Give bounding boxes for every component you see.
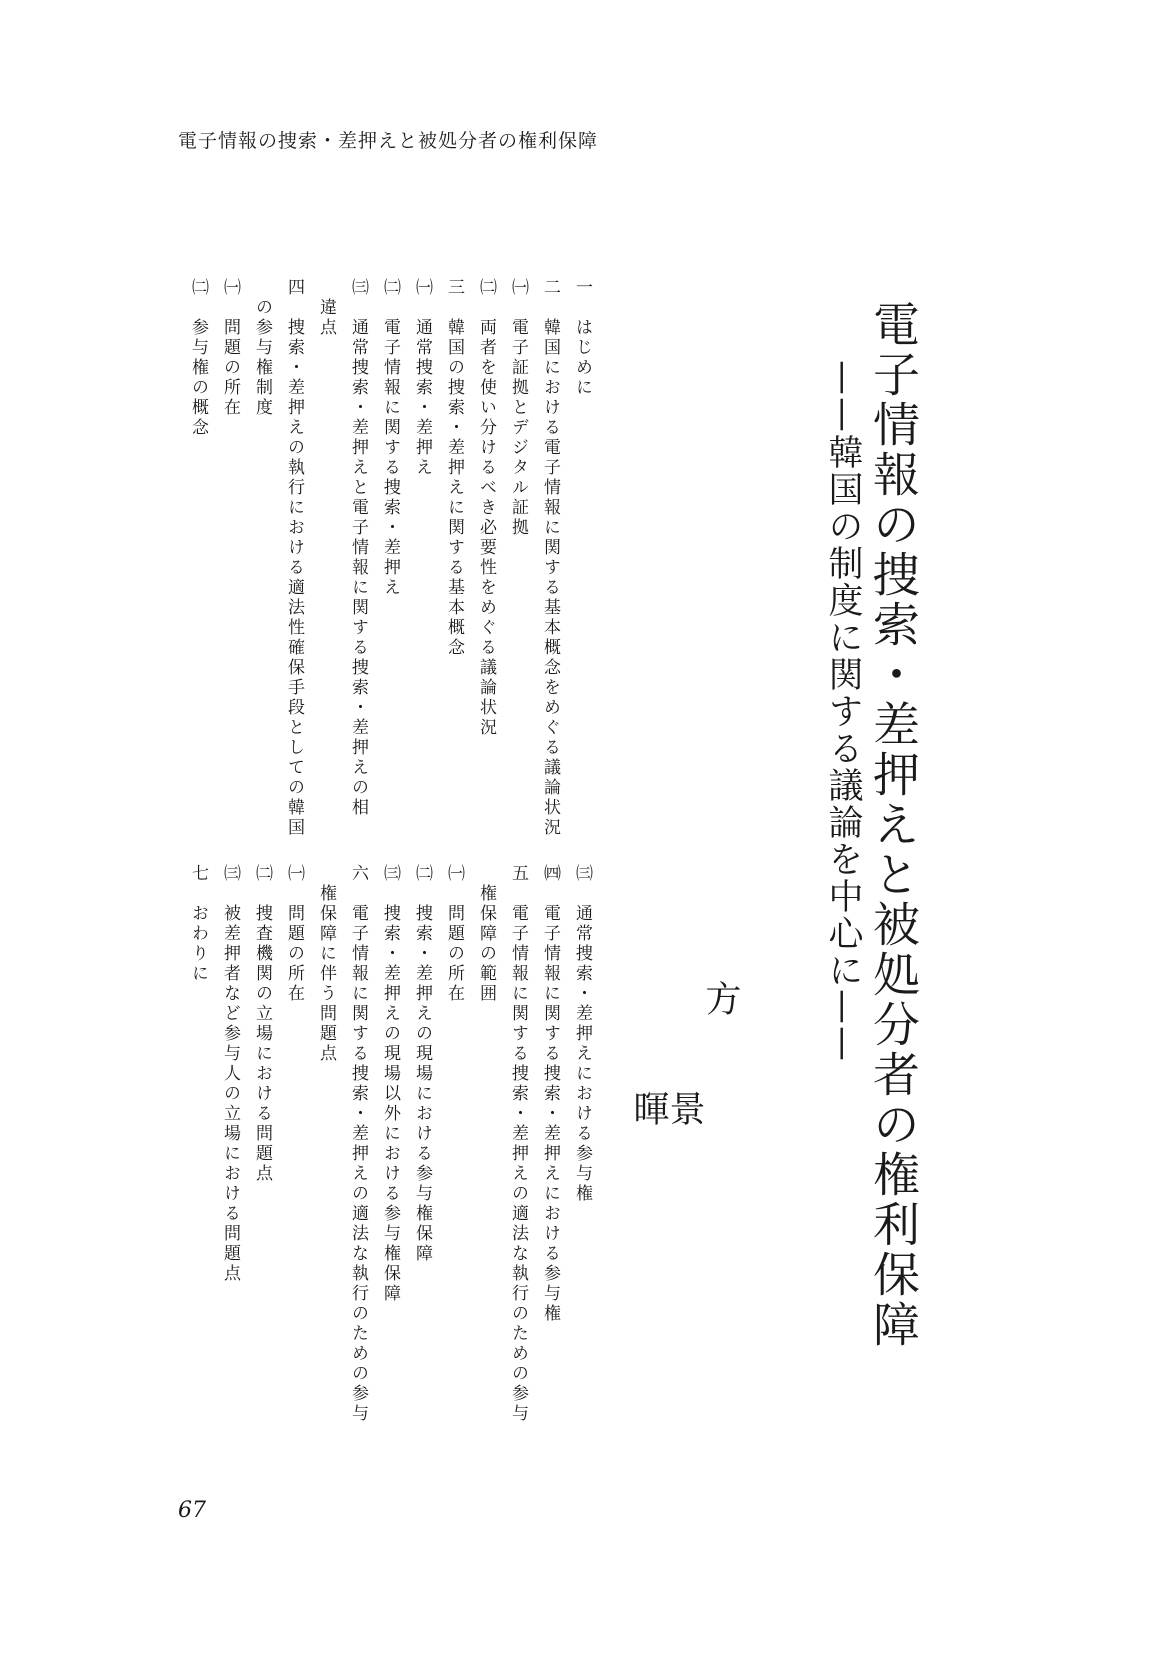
author-given-name-2: 暉: [628, 1090, 669, 1126]
toc-item: ㈢ 通常捜索・差押えと電子情報に関する捜索・差押えの相: [348, 278, 368, 818]
toc-item: の参与権制度: [252, 278, 272, 418]
author-given-name-1: 景: [664, 1090, 705, 1126]
toc-item: ㈠ 問題の所在: [220, 278, 240, 418]
toc-item: 権保障の範囲: [476, 864, 496, 1004]
author-family-name: 方: [700, 980, 741, 1016]
toc-item: 違点: [316, 278, 336, 338]
toc-item: ㈠ 通常捜索・差押え: [412, 278, 432, 478]
toc-item: ㈡ 参与権の概念: [188, 278, 208, 438]
author-name: [628, 980, 741, 1126]
article-subtitle: ——韓国の制度に関する議論を中心に——: [823, 360, 863, 1063]
toc-item: 七 おわりに: [188, 864, 208, 984]
toc-item: ㈠ 電子証拠とデジタル証拠: [508, 278, 528, 538]
toc-item: ㈢ 被差押者など参与人の立場における問題点: [220, 864, 240, 1284]
page-number: 67: [178, 1498, 206, 1523]
toc-item: ㈢ 捜索・差押えの現場以外における参与権保障: [380, 864, 400, 1304]
toc-item: ㈡ 捜査機関の立場における問題点: [252, 864, 272, 1184]
toc-item: ㈡ 電子情報に関する捜索・差押え: [380, 278, 400, 598]
toc-item: 二 韓国における電子情報に関する基本概念をめぐる議論状況: [540, 278, 560, 838]
toc-item: ㈡ 捜索・差押えの現場における参与権保障: [412, 864, 432, 1264]
toc-item: 一 はじめに: [572, 278, 592, 398]
article-title: 電子情報の捜索・差押えと被処分者の権利保障: [865, 300, 920, 1350]
toc-item: ㈢ 通常捜索・差押えにおける参与権: [572, 864, 592, 1204]
toc-item: 五 電子情報に関する捜索・差押えの適法な執行のための参与: [508, 864, 528, 1424]
toc-item: 権保障に伴う問題点: [316, 864, 336, 1064]
toc-item: ㈠ 問題の所在: [444, 864, 464, 1004]
toc-item: 三 韓国の捜索・差押えに関する基本概念: [444, 278, 464, 658]
running-head: 電子情報の捜索・差押えと被処分者の権利保障: [178, 130, 599, 152]
toc-item: ㈡ 両者を使い分けるべき必要性をめぐる議論状況: [476, 278, 496, 738]
toc-item: 四 捜索・差押えの執行における適法性確保手段としての韓国: [284, 278, 304, 838]
toc-item: ㈠ 問題の所在: [284, 864, 304, 1004]
toc-item: ㈣ 電子情報に関する捜索・差押えにおける参与権: [540, 864, 560, 1324]
toc-item: 六 電子情報に関する捜索・差押えの適法な執行のための参与: [348, 864, 368, 1424]
